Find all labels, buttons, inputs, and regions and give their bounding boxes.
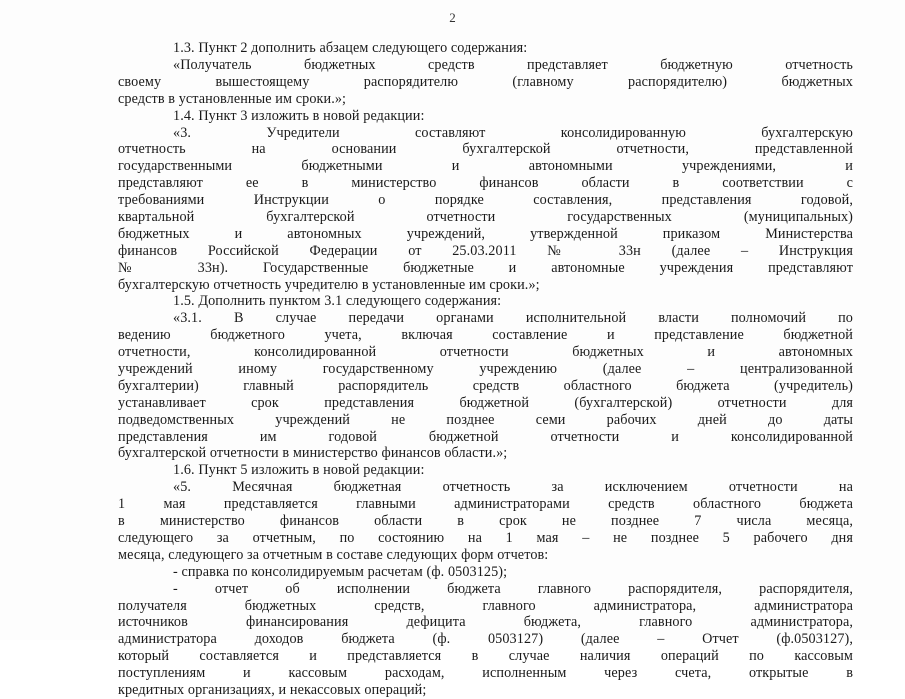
text-line: следующего за отчетным, по состоянию на 1 мая – не позднее 5 рабочего дня bbox=[118, 529, 853, 546]
text-line: бухгалтерской отчетности в министерство финансов области.»; bbox=[118, 445, 508, 462]
text-line: подведомственных учреждений не позднее семи рабочих дней до даты bbox=[118, 411, 853, 428]
text-line: № 33н). Государственные бюджетные и автономные учреждения представляют bbox=[118, 259, 853, 276]
text-line: кредитных организациях, и некассовых операций; bbox=[118, 681, 427, 698]
text-line: бюджетных и автономных учреждений, утвержденной приказом Министерства bbox=[118, 225, 853, 242]
text-line: представляют ее в министерство финансов области в соответствии с bbox=[118, 175, 853, 192]
document-body bbox=[118, 40, 853, 699]
text-line: в министерство финансов области в срок не позднее 7 числа месяца, bbox=[118, 513, 853, 530]
text-line: - справка по консолидируемым расчетам (ф. 0503125); bbox=[173, 563, 508, 580]
text-line: средств в установленные им сроки.»; bbox=[118, 90, 347, 107]
text-line: отчетность на основании бухгалтерской отчетности, представленной bbox=[118, 141, 853, 158]
text-line: отчетности, консолидированной отчетности бюджетных и автономных bbox=[118, 344, 853, 361]
text-line: финансов Российской Федерации от 25.03.2011 № 33н (далее – Инструкция bbox=[118, 242, 853, 259]
text-line: 1 мая представляется главными администраторами средств областного бюджета bbox=[118, 496, 853, 513]
text-line: бухгалтерскую отчетность учредителю в установленные им сроки.»; bbox=[118, 276, 540, 293]
text-line: который составляется и представляется в случае наличия операций по кассовым bbox=[118, 648, 853, 665]
text-line: устанавливает срок представления бюджетной (бухгалтерской) отчетности для bbox=[118, 394, 853, 411]
text-line: «3. Учредители составляют консолидированную бухгалтерскую bbox=[173, 124, 853, 141]
text-line: 1.5. Дополнить пунктом 3.1 следующего содержания: bbox=[173, 293, 502, 310]
text-line: квартальной бухгалтерской отчетности государственных (муниципальных) bbox=[118, 208, 853, 225]
text-line: поступлениям и кассовым расходам, исполненным через счета, открытые в bbox=[118, 665, 853, 682]
text-line: месяца, следующего за отчетным в составе следующих форм отчетов: bbox=[118, 546, 549, 563]
page-number: 2 bbox=[449, 10, 456, 25]
text-line: бухгалтерии) главный распорядитель средств областного бюджета (учредитель) bbox=[118, 377, 853, 394]
text-line: источников финансирования дефицита бюджета, главного администратора, bbox=[118, 614, 853, 631]
text-line: - отчет об исполнении бюджета главного распорядителя, распорядителя, bbox=[173, 580, 853, 597]
text-line: 1.3. Пункт 2 дополнить абзацем следующего содержания: bbox=[173, 40, 528, 56]
text-line: 1.6. Пункт 5 изложить в новой редакции: bbox=[173, 462, 425, 479]
text-line: администратора доходов бюджета (ф. 0503127) (далее – Отчет (ф.0503127), bbox=[118, 631, 853, 648]
text-line: требованиями Инструкции о порядке составления, представления годовой, bbox=[118, 192, 853, 209]
text-line: получателя бюджетных средств, главного администратора, администратора bbox=[118, 597, 853, 614]
text-line: ведению бюджетного учета, включая составление и представление бюджетной bbox=[118, 327, 853, 344]
text-line: «3.1. В случае передачи органами исполнительной власти полномочий по bbox=[173, 310, 853, 327]
text-line: 1.4. Пункт 3 изложить в новой редакции: bbox=[173, 107, 425, 124]
text-line: представления им годовой бюджетной отчетности и консолидированной bbox=[118, 428, 853, 445]
text-line: государственными бюджетными и автономными учреждениями, и bbox=[118, 158, 853, 175]
text-line: «Получатель бюджетных средств представляет бюджетную отчетность bbox=[173, 56, 853, 73]
text-line: «5. Месячная бюджетная отчетность за исключением отчетности на bbox=[173, 479, 853, 496]
text-line: учреждений иному государственному учреждению (далее – централизованной bbox=[118, 361, 853, 377]
text-line: своему вышестоящему распорядителю (главному распорядителю) бюджетных bbox=[118, 73, 853, 90]
